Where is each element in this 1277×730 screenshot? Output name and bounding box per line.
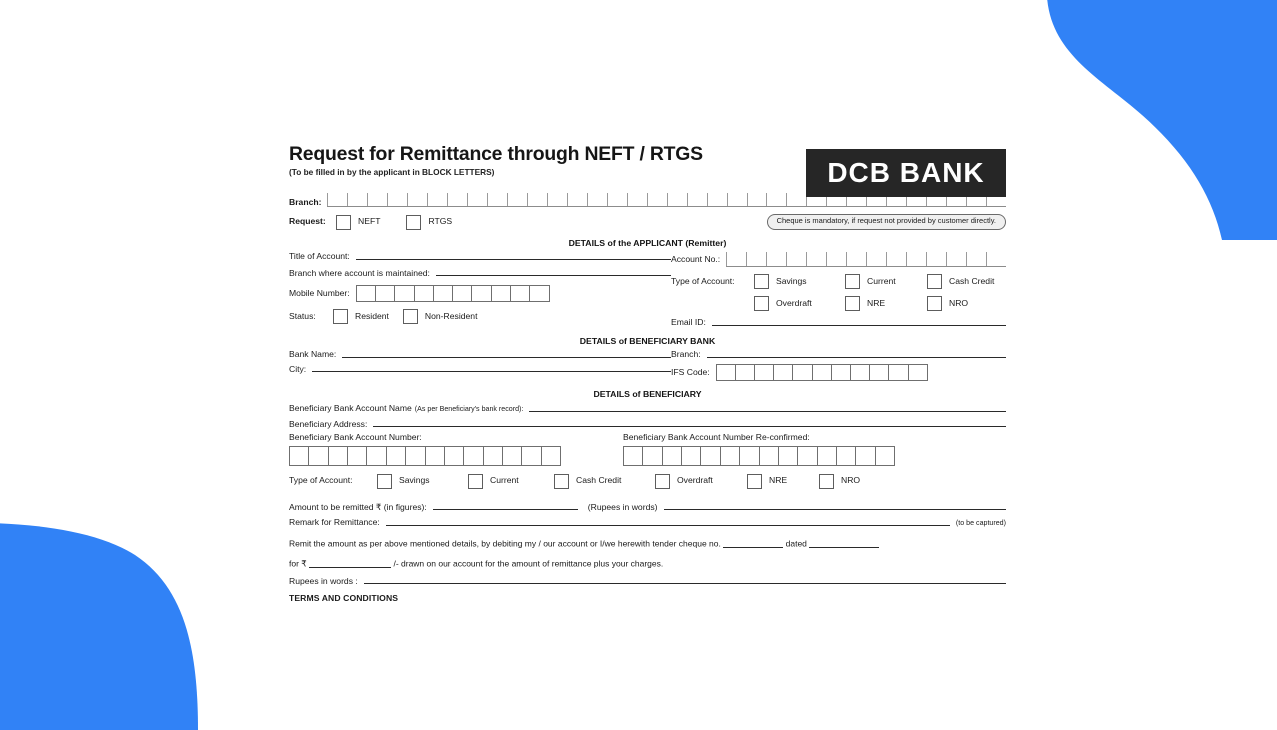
bene-account-number-reconf-label: Beneficiary Bank Account Number Re-confirmed: — [623, 432, 810, 443]
bene-cash-credit-label: Cash Credit — [576, 475, 622, 486]
applicant-type-nro[interactable] — [927, 296, 968, 311]
rtgs-checkbox[interactable] — [406, 215, 421, 230]
comb-cell[interactable] — [866, 252, 886, 266]
bene-type-of-account-row — [289, 474, 1006, 489]
beneficiary-bank-left-column — [289, 346, 671, 380]
bene-branch-label: Branch: — [671, 349, 701, 360]
branch-maintained-label: Branch where account is maintained: — [289, 267, 430, 278]
rtgs-label: RTGS — [428, 216, 453, 227]
dcb-bank-logo — [806, 149, 1006, 197]
bene-branch-row — [671, 350, 1006, 359]
comb-cell[interactable] — [687, 193, 707, 206]
bene-address-row — [289, 420, 1006, 429]
comb-cell[interactable] — [759, 447, 778, 465]
comb-cell[interactable] — [407, 193, 427, 206]
non-resident-checkbox[interactable] — [403, 309, 418, 324]
comb-cell[interactable] — [720, 447, 739, 465]
comb-cell[interactable] — [850, 365, 869, 380]
page-subtitle: (To be filled in by the applicant in BLOCK LETTERS) — [289, 167, 495, 178]
comb-cell[interactable] — [527, 193, 547, 206]
ifs-code-label: IFS Code: — [671, 366, 710, 377]
nro-checkbox[interactable] — [927, 296, 942, 311]
comb-cell[interactable] — [836, 447, 855, 465]
comb-cell[interactable] — [375, 286, 394, 301]
form-header — [289, 143, 1006, 188]
comb-cell[interactable] — [797, 447, 816, 465]
neft-label: NEFT — [358, 216, 381, 227]
comb-cell[interactable] — [831, 365, 850, 380]
comb-cell[interactable] — [487, 193, 507, 206]
to-be-captured-note: (to be captured) — [955, 518, 1006, 527]
comb-cell[interactable] — [746, 252, 766, 266]
amount-row — [289, 503, 1006, 512]
comb-cell[interactable] — [846, 252, 866, 266]
applicant-type-savings[interactable] — [754, 274, 845, 289]
bene-overdraft-checkbox[interactable] — [655, 474, 670, 489]
comb-cell[interactable] — [855, 447, 874, 465]
comb-cell[interactable] — [726, 252, 746, 266]
comb-cell[interactable] — [567, 193, 587, 206]
rupees-words-label: Rupees in words : — [289, 575, 358, 586]
comb-cell[interactable] — [627, 193, 647, 206]
comb-cell[interactable] — [547, 193, 567, 206]
comb-cell[interactable] — [327, 193, 347, 206]
applicant-type-nre[interactable] — [845, 296, 927, 311]
bene-account-number-block — [289, 433, 1006, 465]
for-amount-input[interactable] — [309, 558, 391, 568]
request-label: Request: — [289, 216, 326, 227]
comb-cell[interactable] — [357, 286, 375, 301]
applicant-type-cash-credit[interactable] — [927, 274, 994, 289]
comb-cell[interactable] — [328, 447, 347, 465]
comb-cell[interactable] — [467, 193, 487, 206]
decor-blob-top-right — [987, 0, 1277, 240]
bank-name-label: Bank Name: — [289, 349, 337, 360]
cash-credit-checkbox[interactable] — [927, 274, 942, 289]
status-label: Status: — [289, 310, 316, 321]
bene-account-name-label: Beneficiary Bank Account Name — [289, 403, 412, 414]
comb-cell[interactable] — [786, 193, 806, 206]
bene-savings-checkbox[interactable] — [377, 474, 392, 489]
branch-label: Branch: — [289, 197, 322, 208]
declaration-for-amount-label: for ₹ — [289, 558, 307, 569]
bene-account-number-group — [289, 433, 623, 465]
mobile-number-input[interactable] — [356, 285, 550, 302]
applicant-type-current[interactable] — [845, 274, 927, 289]
cheque-mandatory-note: Cheque is mandatory, if request not provided by customer directly. — [767, 214, 1006, 229]
nre-checkbox[interactable] — [845, 296, 860, 311]
comb-cell[interactable] — [946, 252, 966, 266]
bene-type-nre[interactable] — [747, 474, 819, 489]
mobile-number-label: Mobile Number: — [289, 287, 350, 298]
comb-cell[interactable] — [681, 447, 700, 465]
declaration-line-1 — [289, 538, 1006, 548]
comb-cell[interactable] — [727, 193, 747, 206]
comb-cell[interactable] — [700, 447, 719, 465]
remark-input[interactable] — [386, 524, 950, 526]
neft-checkbox[interactable] — [336, 215, 351, 230]
comb-cell[interactable] — [387, 193, 407, 206]
comb-cell[interactable] — [510, 286, 529, 301]
logo-text: DCB BANK — [827, 156, 985, 188]
rupees-in-words-label: (Rupees in words) — [587, 501, 658, 512]
bank-name-row — [289, 350, 671, 359]
comb-cell[interactable] — [529, 286, 548, 301]
bene-type-current[interactable] — [468, 474, 554, 489]
cash-credit-label: Cash Credit — [949, 276, 995, 287]
comb-cell[interactable] — [908, 365, 927, 380]
comb-cell[interactable] — [735, 365, 754, 380]
request-option-neft[interactable] — [336, 215, 380, 230]
comb-cell[interactable] — [367, 193, 387, 206]
savings-checkbox[interactable] — [754, 274, 769, 289]
comb-cell[interactable] — [773, 365, 792, 380]
comb-cell[interactable] — [366, 447, 385, 465]
request-row — [289, 214, 1006, 229]
bene-current-label: Current — [490, 475, 519, 486]
branch-maintained-input[interactable] — [436, 274, 671, 276]
overdraft-label: Overdraft — [776, 298, 812, 309]
comb-cell[interactable] — [521, 447, 540, 465]
title-of-account-label: Title of Account: — [289, 251, 350, 262]
current-checkbox[interactable] — [845, 274, 860, 289]
bene-type-savings[interactable] — [377, 474, 468, 489]
comb-cell[interactable] — [754, 365, 773, 380]
applicant-type-overdraft[interactable] — [754, 296, 845, 311]
overdraft-checkbox[interactable] — [754, 296, 769, 311]
comb-cell[interactable] — [463, 447, 482, 465]
status-option-resident[interactable] — [333, 309, 389, 324]
comb-cell[interactable] — [806, 252, 826, 266]
mobile-number-row — [289, 285, 671, 302]
bene-account-name-row — [289, 404, 1006, 413]
bene-nro-checkbox[interactable] — [819, 474, 834, 489]
comb-cell[interactable] — [875, 447, 894, 465]
bene-account-number-input[interactable] — [289, 446, 561, 466]
account-no-row — [671, 252, 1006, 267]
comb-cell[interactable] — [433, 286, 452, 301]
remark-label: Remark for Remittance: — [289, 517, 380, 528]
comb-cell[interactable] — [869, 365, 888, 380]
bene-nro-label: NRO — [841, 475, 861, 486]
bene-address-input[interactable] — [373, 425, 1006, 427]
comb-cell[interactable] — [647, 193, 667, 206]
comb-cell[interactable] — [471, 286, 490, 301]
city-input[interactable] — [312, 370, 671, 372]
comb-cell[interactable] — [766, 193, 786, 206]
bene-overdraft-label: Overdraft — [677, 475, 713, 486]
bank-name-input[interactable] — [342, 356, 671, 358]
bene-account-number-reconf-input[interactable] — [623, 446, 895, 466]
bene-account-name-note: (As per Beneficiary's bank record): — [414, 404, 524, 413]
status-row — [289, 309, 671, 324]
comb-cell[interactable] — [986, 252, 1006, 266]
bene-type-overdraft[interactable] — [655, 474, 747, 489]
bene-address-label: Beneficiary Address: — [289, 418, 368, 429]
comb-cell[interactable] — [386, 447, 405, 465]
title-of-account-input[interactable] — [356, 258, 671, 260]
comb-cell[interactable] — [739, 447, 758, 465]
applicant-type-of-account-row2 — [671, 296, 1006, 311]
comb-cell[interactable] — [483, 447, 502, 465]
declaration-dated-text: dated — [785, 538, 807, 549]
nre-label: NRE — [867, 298, 886, 309]
comb-cell[interactable] — [766, 252, 786, 266]
request-option-rtgs[interactable] — [406, 215, 452, 230]
declaration-line-2 — [289, 558, 1006, 568]
nro-label: NRO — [949, 298, 969, 309]
email-row — [671, 318, 1006, 327]
account-no-label: Account No.: — [671, 254, 721, 265]
comb-cell[interactable] — [587, 193, 607, 206]
comb-cell[interactable] — [906, 252, 926, 266]
rupees-in-words-input[interactable] — [664, 508, 1006, 510]
comb-cell[interactable] — [624, 447, 642, 465]
beneficiary-bank-columns — [289, 346, 1006, 380]
comb-cell[interactable] — [662, 447, 681, 465]
email-label: Email ID: — [671, 317, 706, 328]
amount-input[interactable] — [433, 508, 578, 510]
comb-cell[interactable] — [817, 447, 836, 465]
declaration-line-2-text: /- drawn on our account for the amount of remittance plus your charges. — [393, 558, 664, 569]
comb-cell[interactable] — [786, 252, 806, 266]
bene-account-number-label: Beneficiary Bank Account Number: — [289, 432, 422, 443]
bene-account-name-input[interactable] — [529, 410, 1006, 412]
comb-cell[interactable] — [812, 365, 831, 380]
resident-label: Resident — [355, 310, 389, 321]
comb-cell[interactable] — [308, 447, 327, 465]
status-option-non-resident[interactable] — [403, 309, 478, 324]
applicant-columns — [289, 248, 1006, 327]
remark-row — [289, 518, 1006, 527]
ifs-code-input[interactable] — [716, 364, 928, 381]
current-label: Current — [867, 276, 896, 287]
applicant-section-heading: DETAILS of the APPLICANT (Remitter) — [568, 237, 727, 248]
bene-type-of-account-label: Type of Account: — [289, 475, 353, 486]
bene-type-nro[interactable] — [819, 474, 860, 489]
comb-cell[interactable] — [707, 193, 727, 206]
comb-cell[interactable] — [452, 286, 471, 301]
comb-cell[interactable] — [792, 365, 811, 380]
cheque-no-input[interactable] — [723, 538, 783, 548]
applicant-type-of-account-row1 — [671, 274, 1006, 289]
rupees-in-words-row — [289, 577, 1006, 586]
comb-cell[interactable] — [888, 365, 907, 380]
account-no-input[interactable] — [726, 252, 1006, 267]
comb-cell[interactable] — [966, 252, 986, 266]
bene-account-number-reconf-group — [623, 433, 1006, 465]
page-title: Request for Remittance through NEFT / RTGS — [289, 143, 703, 165]
ifs-code-row — [671, 364, 1006, 381]
comb-cell[interactable] — [778, 447, 797, 465]
decor-blob-bottom-left — [0, 510, 210, 730]
city-row — [289, 365, 671, 374]
rupees-words-input[interactable] — [364, 582, 1006, 584]
comb-cell[interactable] — [886, 252, 906, 266]
applicant-type-of-account-label: Type of Account: — [671, 276, 735, 287]
comb-cell[interactable] — [347, 193, 367, 206]
comb-cell[interactable] — [507, 193, 527, 206]
resident-checkbox[interactable] — [333, 309, 348, 324]
terms-and-conditions-heading: TERMS AND CONDITIONS — [289, 593, 399, 604]
bene-branch-input[interactable] — [707, 356, 1006, 358]
remittance-form — [289, 144, 1006, 603]
bene-savings-label: Savings — [399, 475, 430, 486]
comb-cell[interactable] — [444, 447, 463, 465]
comb-cell[interactable] — [447, 193, 467, 206]
comb-cell[interactable] — [394, 286, 413, 301]
comb-cell[interactable] — [642, 447, 661, 465]
bene-nre-label: NRE — [769, 475, 788, 486]
comb-cell[interactable] — [747, 193, 767, 206]
beneficiary-bank-right-column — [671, 346, 1006, 380]
applicant-left-column — [289, 248, 671, 327]
comb-cell[interactable] — [826, 252, 846, 266]
bene-current-checkbox[interactable] — [468, 474, 483, 489]
dated-input[interactable] — [809, 538, 879, 548]
bene-type-cash-credit[interactable] — [554, 474, 655, 489]
comb-cell[interactable] — [607, 193, 627, 206]
comb-cell[interactable] — [347, 447, 366, 465]
city-label: City: — [289, 363, 307, 374]
comb-cell[interactable] — [502, 447, 521, 465]
comb-cell[interactable] — [414, 286, 433, 301]
comb-cell[interactable] — [717, 365, 735, 380]
title-of-account-row — [289, 252, 671, 261]
comb-cell[interactable] — [926, 252, 946, 266]
non-resident-label: Non-Resident — [424, 310, 478, 321]
beneficiary-bank-section-heading: DETAILS of BENEFICIARY BANK — [579, 335, 716, 346]
comb-cell[interactable] — [427, 193, 447, 206]
comb-cell[interactable] — [405, 447, 424, 465]
bene-nre-checkbox[interactable] — [747, 474, 762, 489]
comb-cell[interactable] — [541, 447, 560, 465]
savings-label: Savings — [776, 276, 807, 287]
email-input[interactable] — [712, 324, 1006, 326]
branch-maintained-row — [289, 269, 671, 278]
applicant-right-column — [671, 248, 1006, 327]
beneficiary-section-heading: DETAILS of BENEFICIARY — [593, 388, 702, 399]
declaration-line-1-text: Remit the amount as per above mentioned details, by debiting my / our account or I/we herewith tender cheque no. — [289, 538, 721, 549]
comb-cell[interactable] — [667, 193, 687, 206]
comb-cell[interactable] — [491, 286, 510, 301]
comb-cell[interactable] — [425, 447, 444, 465]
comb-cell[interactable] — [290, 447, 308, 465]
bene-cash-credit-checkbox[interactable] — [554, 474, 569, 489]
amount-label: Amount to be remitted ₹ (in figures): — [289, 501, 427, 512]
